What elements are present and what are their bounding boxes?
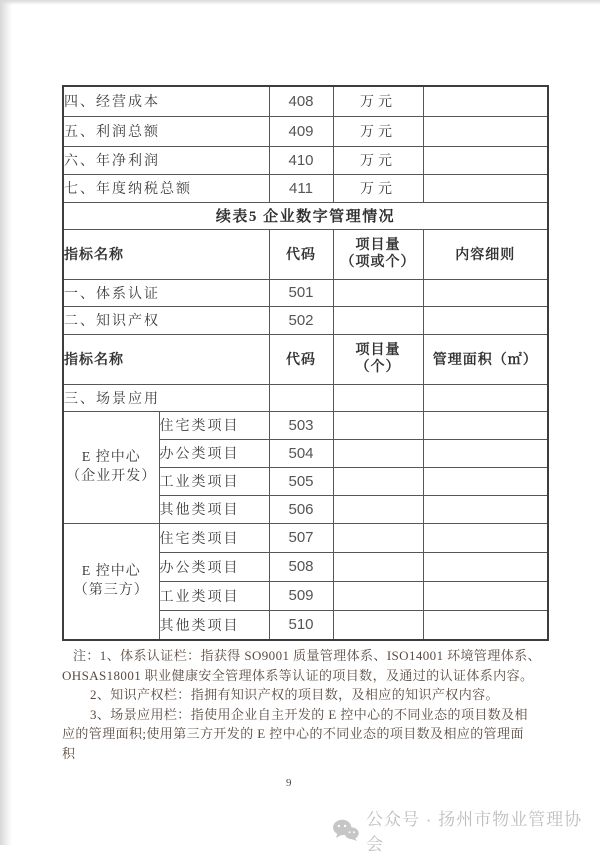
group-name-line1: E 控中心 bbox=[81, 450, 141, 465]
note-line: OHSAS18001 职业健康安全管理体系等认证的项目数，及通过的认证体系内容。 bbox=[62, 667, 534, 683]
unit-cell: 万元 bbox=[333, 146, 423, 174]
table-row bbox=[63, 384, 548, 411]
code-cell: 504 bbox=[269, 439, 333, 467]
area-cell bbox=[423, 439, 548, 467]
table5-title: 续表5 企业数字管理情况 bbox=[63, 202, 548, 229]
code-cell bbox=[269, 384, 333, 411]
page-number: 9 bbox=[286, 777, 292, 789]
table-row bbox=[63, 116, 548, 146]
group-label-cell bbox=[63, 411, 159, 523]
quantity-cell bbox=[333, 467, 423, 495]
code-cell: 510 bbox=[269, 610, 333, 640]
header-area-cell: 管理面积（㎡） bbox=[423, 334, 548, 384]
subitem-cell: 办公类项目 bbox=[159, 552, 269, 581]
header-quantity-cell bbox=[333, 229, 423, 279]
indicator-cell: 一、体系认证 bbox=[63, 279, 269, 306]
table-row bbox=[63, 146, 548, 174]
header-quantity-line1: 项目量 bbox=[355, 343, 401, 358]
indicator-cell: 五、利润总额 bbox=[63, 116, 269, 146]
note-line: 积 bbox=[62, 745, 76, 761]
code-cell: 508 bbox=[269, 552, 333, 581]
header-row bbox=[63, 334, 548, 384]
code-cell: 506 bbox=[269, 495, 333, 523]
area-cell bbox=[423, 552, 548, 581]
table-row bbox=[63, 523, 548, 552]
subitem-cell: 住宅类项目 bbox=[159, 411, 269, 439]
code-cell: 509 bbox=[269, 581, 333, 610]
header-code-cell: 代码 bbox=[269, 334, 333, 384]
indicator-cell: 四、经营成本 bbox=[63, 86, 269, 116]
quantity-cell bbox=[333, 581, 423, 610]
code-cell: 411 bbox=[269, 174, 333, 202]
note-line: 应的管理面积;使用第三方开发的 E 控中心的不同业态的项目数及相应的管理面 bbox=[62, 726, 524, 742]
group-name-line1: E 控中心 bbox=[81, 564, 141, 580]
detail-cell bbox=[423, 306, 548, 334]
quantity-cell bbox=[333, 523, 423, 552]
code-cell: 503 bbox=[269, 411, 333, 439]
table-row bbox=[63, 306, 548, 334]
header-quantity-line1: 项目量 bbox=[355, 238, 401, 253]
note-line: 2、知识产权栏：指拥有知识产权的项目数，及相应的知识产权内容。 bbox=[90, 687, 499, 703]
quantity-cell bbox=[333, 411, 423, 439]
header-row bbox=[63, 229, 548, 279]
footer-text: 公众号 · 扬州市物业管理协会 bbox=[366, 810, 583, 854]
note-line: 3、场景应用栏：指使用企业自主开发的 E 控中心的不同业态的项目数及相 bbox=[90, 706, 528, 722]
header-name-cell: 指标名称 bbox=[63, 229, 269, 279]
indicator-cell: 二、知识产权 bbox=[63, 306, 269, 334]
form-table bbox=[62, 85, 549, 641]
area-cell bbox=[423, 610, 548, 640]
quantity-cell bbox=[333, 384, 423, 411]
quantity-cell bbox=[333, 552, 423, 581]
detail-cell bbox=[423, 279, 548, 306]
header-name-cell: 指标名称 bbox=[63, 334, 269, 384]
header-quantity-cell bbox=[333, 334, 423, 384]
area-cell bbox=[423, 581, 548, 610]
subitem-cell: 办公类项目 bbox=[159, 439, 269, 467]
quantity-cell bbox=[333, 306, 423, 334]
area-cell bbox=[423, 523, 548, 552]
quantity-cell bbox=[333, 439, 423, 467]
code-cell: 501 bbox=[269, 279, 333, 306]
value-cell bbox=[423, 116, 548, 146]
wechat-icon bbox=[332, 819, 359, 841]
scan-edge-shadow-top bbox=[0, 0, 600, 5]
section-title-row bbox=[63, 202, 548, 229]
footer bbox=[332, 805, 600, 855]
code-cell: 507 bbox=[269, 523, 333, 552]
unit-cell: 万元 bbox=[333, 174, 423, 202]
subitem-cell: 住宅类项目 bbox=[159, 523, 269, 552]
note-line: 注：1、体系认证栏：指获得 SO9001 质量管理体系、ISO14001 环境管理体系、 bbox=[73, 648, 541, 663]
subitem-cell: 其他类项目 bbox=[159, 495, 269, 523]
footnotes bbox=[62, 646, 587, 764]
quantity-cell bbox=[333, 610, 423, 640]
group-name-line2: （企业开发） bbox=[66, 469, 157, 484]
value-cell bbox=[423, 86, 548, 116]
table-row bbox=[63, 86, 548, 116]
subitem-cell: 其他类项目 bbox=[159, 610, 269, 640]
subitem-cell: 工业类项目 bbox=[159, 467, 269, 495]
quantity-cell bbox=[333, 279, 423, 306]
header-code-cell: 代码 bbox=[269, 229, 333, 279]
scan-edge-shadow-left bbox=[0, 0, 12, 845]
table-row bbox=[63, 279, 548, 306]
group-label-cell bbox=[63, 523, 159, 640]
indicator-cell: 七、年度纳税总额 bbox=[63, 174, 269, 202]
value-cell bbox=[423, 146, 548, 174]
value-cell bbox=[423, 174, 548, 202]
area-cell bbox=[423, 467, 548, 495]
header-quantity-line2: （个） bbox=[355, 360, 401, 375]
subitem-cell: 工业类项目 bbox=[159, 581, 269, 610]
code-cell: 502 bbox=[269, 306, 333, 334]
header-detail-cell: 内容细则 bbox=[423, 229, 548, 279]
code-cell: 410 bbox=[269, 146, 333, 174]
area-cell bbox=[423, 495, 548, 523]
quantity-cell bbox=[333, 495, 423, 523]
code-cell: 408 bbox=[269, 86, 333, 116]
table-row bbox=[63, 411, 548, 439]
indicator-cell: 三、场景应用 bbox=[63, 384, 269, 411]
unit-cell: 万元 bbox=[333, 86, 423, 116]
indicator-cell: 六、年净利润 bbox=[63, 146, 269, 174]
group-name-line2: （第三方） bbox=[73, 583, 149, 599]
area-cell bbox=[423, 384, 548, 411]
unit-cell: 万元 bbox=[333, 116, 423, 146]
code-cell: 505 bbox=[269, 467, 333, 495]
header-quantity-line2: （项或个） bbox=[340, 255, 416, 270]
code-cell: 409 bbox=[269, 116, 333, 146]
table-row bbox=[63, 174, 548, 202]
area-cell bbox=[423, 411, 548, 439]
